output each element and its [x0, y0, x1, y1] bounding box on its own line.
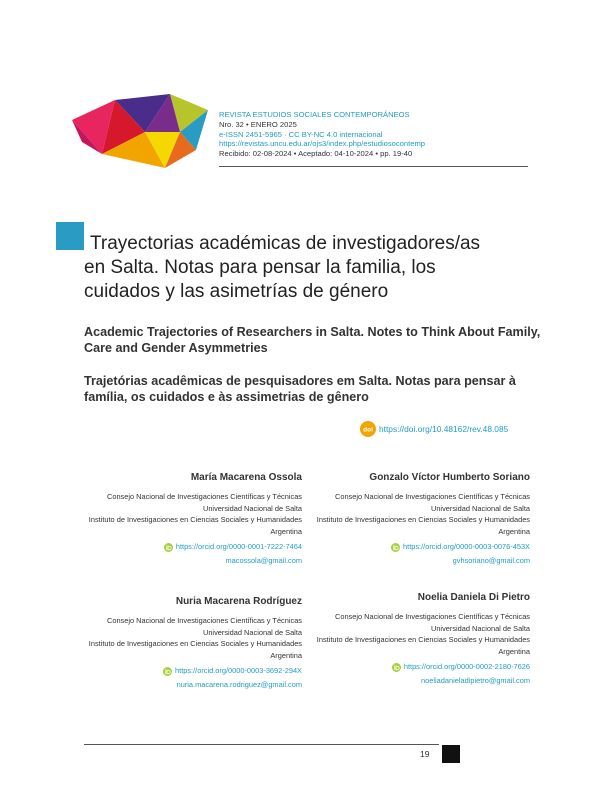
author-card — [62, 472, 302, 566]
doi-icon — [360, 421, 376, 437]
author-card — [290, 592, 530, 686]
author-affiliation: Universidad Nacional de Salta — [430, 623, 530, 633]
author-affiliation: Universidad Nacional de Salta — [202, 503, 302, 513]
author-affiliation: Consejo Nacional de Investigaciones Científicas y Técnicas — [335, 492, 530, 501]
orcid-link[interactable]: https://orcid.org/0000-0003-0076-453X — [403, 542, 530, 552]
article-title-pt: Trajetórias acadêmicas de pesquisadores em Salta. Notas para pensar à família, os cuidados e às assimetrias de gênero — [84, 374, 516, 404]
title-marker-square — [56, 222, 84, 250]
author-card — [62, 596, 302, 690]
author-country: Argentina — [270, 526, 302, 536]
author-affiliation: Instituto de Investigaciones en Ciencias Sociales y Humanidades — [316, 515, 530, 525]
author-email[interactable]: noeliadanieladipietro@gmail.com — [421, 675, 530, 685]
orcid-link[interactable]: https://orcid.org/0000-0002-2180-7626 — [403, 662, 530, 672]
author-orcid[interactable] — [290, 662, 530, 672]
author-affiliation: Instituto de Investigaciones en Ciencias Sociales y Humanidades — [316, 635, 530, 645]
orcid-link[interactable]: https://orcid.org/0000-0001-7222-7464 — [175, 542, 302, 552]
author-email[interactable]: nuria.macarena.rodriguez@gmail.com — [176, 679, 302, 689]
issue-info: Nro. 32 • ENERO 2025 — [219, 119, 297, 129]
footer-divider — [84, 744, 439, 745]
article-title-en: Academic Trajectories of Researchers in Salta. Notes to Think About Family, Care and Gender Asymmetries — [84, 325, 541, 355]
journal-info — [219, 110, 425, 159]
dates-info: Recibido: 02-08-2024 • Aceptado: 04-10-2024 • pp. 19-40 — [219, 149, 413, 159]
author-orcid[interactable] — [290, 542, 530, 552]
orcid-link[interactable]: https://orcid.org/0000-0003-3692-294X — [175, 666, 302, 676]
title-es-line-2: en Salta. Notas para pensar la familia, los — [84, 257, 436, 278]
journal-name: REVISTA ESTUDIOS SOCIALES CONTEMPORÁNEOS — [219, 110, 410, 119]
author-name: Nuria Macarena Rodríguez — [175, 596, 302, 607]
author-affiliation: Instituto de Investigaciones en Ciencias Sociales y Humanidades — [88, 639, 302, 649]
title-es-line-1: Trayectorias académicas de investigadores/as — [90, 233, 481, 254]
author-orcid[interactable] — [62, 542, 302, 552]
title-es-line-3: cuidados y las asimetrías de género — [84, 281, 389, 302]
author-name: Gonzalo Víctor Humberto Soriano — [369, 472, 530, 483]
author-name: María Macarena Ossola — [190, 472, 302, 483]
article-title-es — [84, 232, 544, 304]
orcid-icon — [391, 543, 400, 552]
orcid-icon — [392, 663, 401, 672]
journal-logo — [70, 92, 210, 172]
author-country: Argentina — [498, 526, 530, 536]
author-affiliation: Consejo Nacional de Investigaciones Científicas y Técnicas — [335, 612, 530, 621]
doi-row — [360, 421, 528, 437]
author-affiliation: Universidad Nacional de Salta — [202, 627, 302, 637]
journal-url[interactable]: https://revistas.uncu.edu.ar/ojs3/index.php/estudiosocontemp — [219, 139, 425, 149]
author-affiliation: Consejo Nacional de Investigaciones Científicas y Técnicas — [107, 492, 302, 501]
author-country: Argentina — [270, 650, 302, 660]
author-name: Noelia Daniela Di Pietro — [417, 592, 530, 603]
author-affiliation: Universidad Nacional de Salta — [430, 503, 530, 513]
author-email[interactable]: gvhsoriano@gmail.com — [452, 555, 530, 565]
svg-text:doi: doi — [363, 426, 373, 434]
author-card — [290, 472, 530, 566]
issn-info: e-ISSN 2451-5965 · CC BY-NC 4.0 internacional — [219, 129, 383, 139]
author-orcid[interactable] — [62, 666, 302, 676]
author-email[interactable]: macossola@gmail.com — [225, 555, 302, 565]
orcid-icon — [164, 543, 173, 552]
orcid-icon — [163, 667, 172, 676]
author-affiliation: Instituto de Investigaciones en Ciencias Sociales y Humanidades — [88, 515, 302, 525]
page-number: 19 — [420, 749, 430, 759]
doi-link[interactable]: https://doi.org/10.48162/rev.48.085 — [379, 424, 509, 434]
author-affiliation: Consejo Nacional de Investigaciones Científicas y Técnicas — [107, 616, 302, 625]
page-marker-block — [442, 745, 460, 763]
author-country: Argentina — [498, 646, 530, 656]
header-divider — [219, 166, 528, 167]
